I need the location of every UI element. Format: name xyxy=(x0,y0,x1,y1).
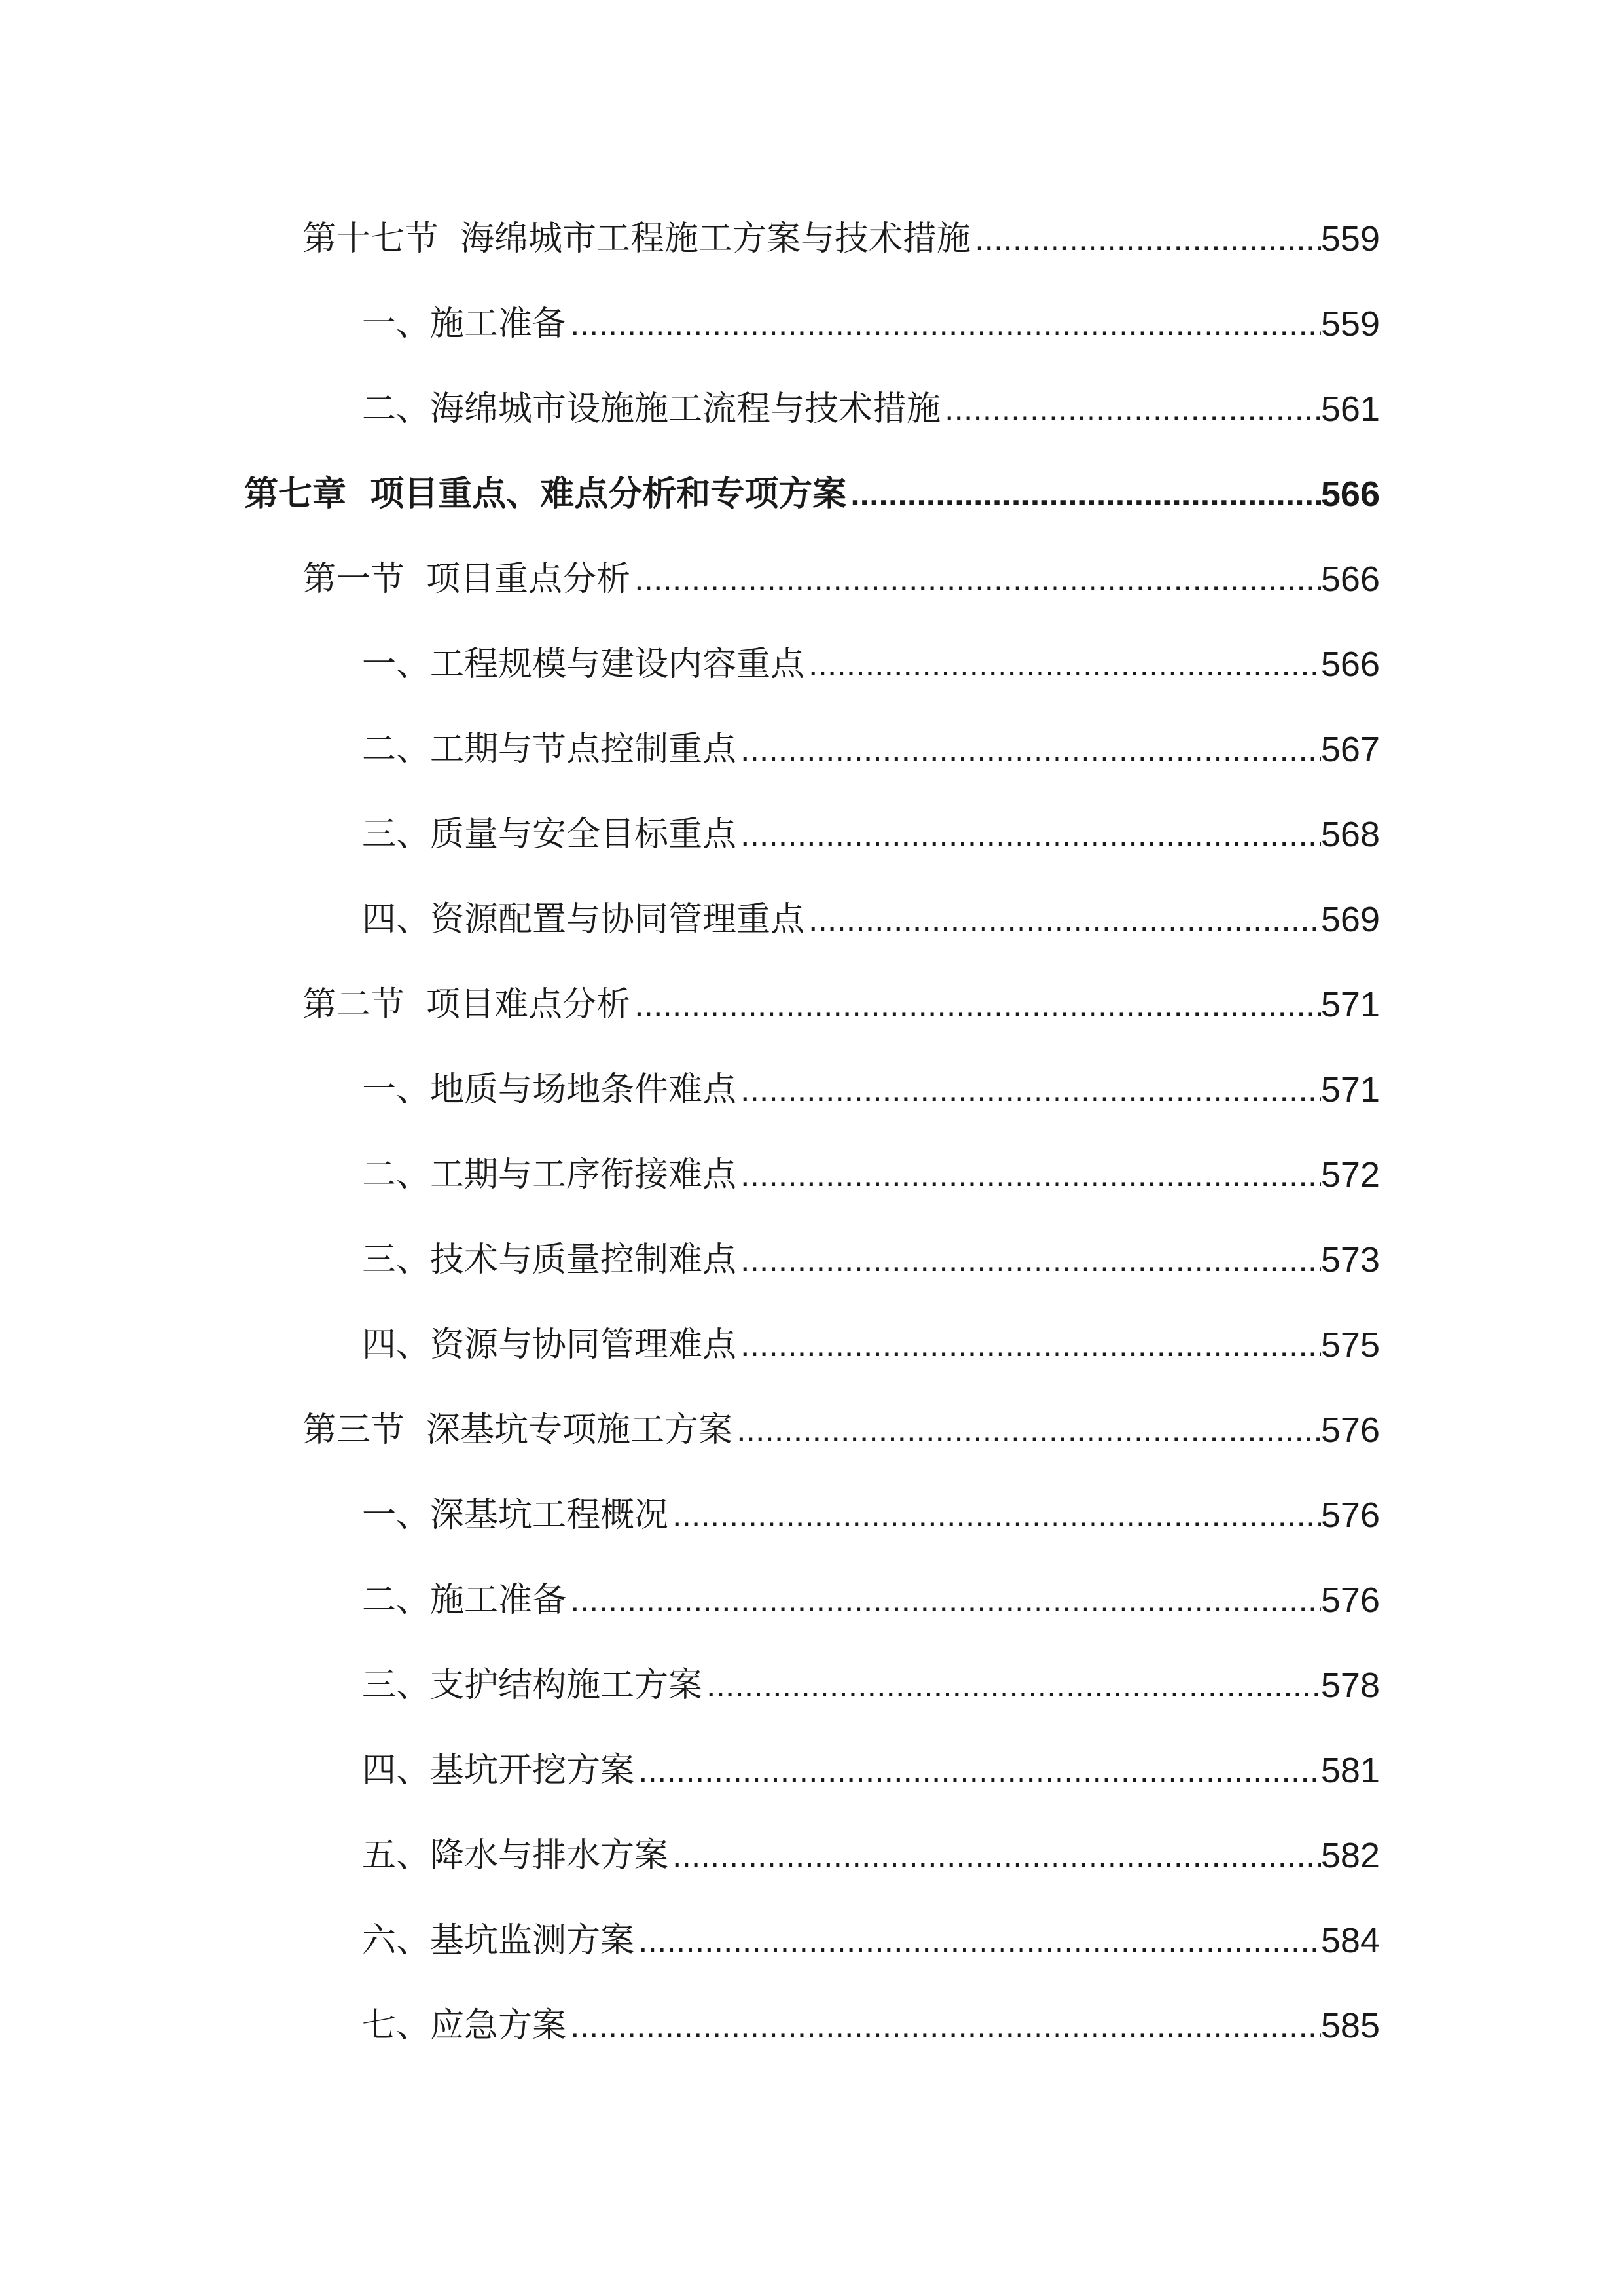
toc-entry-title: 三、技术与质量控制难点 xyxy=(362,1240,737,1280)
toc-entry[interactable] xyxy=(302,553,1380,605)
toc-entry-page: 581 xyxy=(1320,1751,1380,1790)
toc-entry-title: 一、地质与场地条件难点 xyxy=(362,1070,737,1109)
toc-entry[interactable] xyxy=(362,2000,1380,2052)
toc-entry-page: 585 xyxy=(1320,2006,1380,2045)
toc-entry[interactable] xyxy=(302,1404,1380,1456)
toc-entry[interactable] xyxy=(362,1914,1380,1967)
toc-entry[interactable] xyxy=(362,723,1380,776)
toc-entry[interactable] xyxy=(362,1829,1380,1882)
dot-leader xyxy=(971,213,1321,265)
toc-entry-page: 571 xyxy=(1320,985,1380,1024)
toc-entry[interactable] xyxy=(362,638,1380,691)
toc-entry-title: 五、降水与排水方案 xyxy=(362,1836,669,1875)
dot-leader xyxy=(736,808,1321,861)
toc-entry-title: 四、资源与协同管理难点 xyxy=(362,1325,737,1365)
toc-entry-page: 567 xyxy=(1320,730,1380,769)
toc-entry[interactable] xyxy=(362,1149,1380,1201)
toc-entry-title: 一、工程规模与建设内容重点 xyxy=(362,645,805,684)
toc-entry-title: 三、支护结构施工方案 xyxy=(362,1666,703,1705)
toc-entry-title: 二、工期与工序衔接难点 xyxy=(362,1155,737,1194)
toc-entry[interactable] xyxy=(362,383,1380,435)
toc-entry-page: 575 xyxy=(1320,1325,1380,1365)
dot-leader xyxy=(736,1064,1321,1116)
dot-leader xyxy=(732,1404,1321,1456)
dot-leader xyxy=(702,1659,1321,1712)
toc-entry[interactable] xyxy=(362,298,1380,350)
toc-entry-page: 566 xyxy=(1320,560,1380,599)
toc-entry-title: 第三节 深基坑专项施工方案 xyxy=(302,1410,733,1450)
toc-entry[interactable] xyxy=(362,1064,1380,1116)
toc-entry-page: 576 xyxy=(1320,1410,1380,1450)
toc-entry-title: 二、施工准备 xyxy=(362,1581,567,1620)
toc-entry-title: 第一节 项目重点分析 xyxy=(302,560,631,599)
dot-leader xyxy=(566,1574,1321,1626)
toc-entry-title: 四、资源配置与协同管理重点 xyxy=(362,900,805,939)
dot-leader xyxy=(736,1149,1321,1201)
toc-entry[interactable] xyxy=(362,1489,1380,1541)
dot-leader xyxy=(634,1744,1321,1797)
toc-entry-page: 559 xyxy=(1320,304,1380,344)
toc-entry-title: 第十七节 海绵城市工程施工方案与技术措施 xyxy=(302,219,971,259)
toc-entry[interactable] xyxy=(362,1744,1380,1797)
dot-leader xyxy=(566,2000,1321,2052)
toc-entry[interactable] xyxy=(362,1234,1380,1286)
dot-leader xyxy=(736,1319,1321,1371)
toc-entry-page: 572 xyxy=(1320,1155,1380,1194)
toc-entry-page: 566 xyxy=(1320,645,1380,684)
toc-entry-page: 568 xyxy=(1320,815,1380,854)
toc-entry[interactable] xyxy=(362,1574,1380,1626)
toc-entry-page: 576 xyxy=(1320,1581,1380,1620)
dot-leader xyxy=(736,1234,1321,1286)
dot-leader xyxy=(668,1489,1321,1541)
toc-entry-page: 569 xyxy=(1320,900,1380,939)
dot-leader xyxy=(804,893,1321,946)
dot-leader xyxy=(736,723,1321,776)
toc-entry[interactable] xyxy=(362,1659,1380,1712)
toc-entry-title: 三、质量与安全目标重点 xyxy=(362,815,737,854)
toc-entry[interactable] xyxy=(302,978,1380,1031)
toc-entry-page: 582 xyxy=(1320,1836,1380,1875)
toc-entry[interactable] xyxy=(362,808,1380,861)
dot-leader xyxy=(941,383,1321,435)
dot-leader xyxy=(630,553,1321,605)
toc-entry-page: 573 xyxy=(1320,1240,1380,1280)
toc-entry-title: 第七章 项目重点、难点分析和专项方案 xyxy=(244,475,847,514)
toc-entry-title: 四、基坑开挖方案 xyxy=(362,1751,635,1790)
dot-leader xyxy=(804,638,1321,691)
dot-leader xyxy=(668,1829,1321,1882)
toc-entry-title: 七、应急方案 xyxy=(362,2006,567,2045)
toc-entry-page: 559 xyxy=(1320,219,1380,259)
dot-leader xyxy=(566,298,1321,350)
toc-entry-title: 一、深基坑工程概况 xyxy=(362,1496,669,1535)
toc-entry-page: 584 xyxy=(1320,1921,1380,1960)
dot-leader xyxy=(634,1914,1321,1967)
toc-entry-page: 566 xyxy=(1320,475,1380,514)
toc-entry-page: 576 xyxy=(1320,1496,1380,1535)
dot-leader xyxy=(630,978,1321,1031)
toc-entry[interactable] xyxy=(302,213,1380,265)
toc-entry-title: 二、工期与节点控制重点 xyxy=(362,730,737,769)
toc-entry-title: 一、施工准备 xyxy=(362,304,567,344)
toc-entry-page: 578 xyxy=(1320,1666,1380,1705)
toc-entry-title: 二、海绵城市设施施工流程与技术措施 xyxy=(362,389,941,429)
toc-entry[interactable] xyxy=(362,1319,1380,1371)
toc-chapter-entry[interactable] xyxy=(244,468,1380,520)
toc-entry-title: 六、基坑监测方案 xyxy=(362,1921,635,1960)
toc-entry-page: 571 xyxy=(1320,1070,1380,1109)
dot-leader xyxy=(846,468,1321,520)
toc-entry[interactable] xyxy=(362,893,1380,946)
toc-entry-title: 第二节 项目难点分析 xyxy=(302,985,631,1024)
toc-entry-page: 561 xyxy=(1320,389,1380,429)
